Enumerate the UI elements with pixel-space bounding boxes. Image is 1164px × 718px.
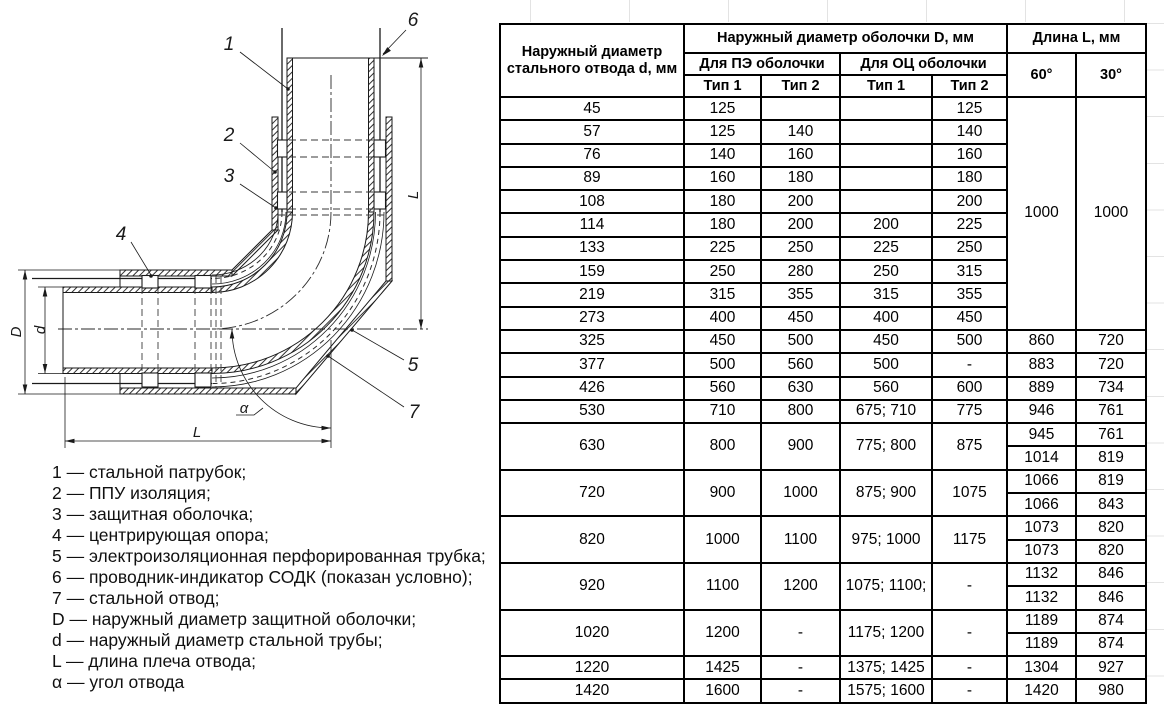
cell-l30: 734 — [1076, 377, 1146, 400]
cell-oc-tip1: 200 — [840, 213, 932, 236]
table-row — [500, 97, 1146, 120]
cell-pe-tip1: 160 — [684, 167, 761, 190]
cell-pe-tip2: 900 — [761, 423, 840, 470]
cell-l30: 980 — [1076, 679, 1146, 702]
cell-oc-tip1 — [840, 97, 932, 120]
legend-item: 6 — проводник-индикатор СОДК (показан условно); — [52, 567, 473, 587]
cell-l60: 945 — [1007, 423, 1076, 446]
support — [374, 140, 386, 157]
cell-pe-tip1: 125 — [684, 97, 761, 120]
cell-pe-tip2: 1000 — [761, 470, 840, 517]
cell-pe-tip2: 1200 — [761, 563, 840, 610]
header-oc-type1: Тип 1 — [840, 75, 932, 97]
legend-item: 2 — ППУ изоляция; — [52, 483, 211, 503]
cell-l60: 1420 — [1007, 679, 1076, 702]
cell-pe-tip2: 160 — [761, 144, 840, 167]
callout-4: 4 — [115, 224, 127, 245]
support — [278, 192, 288, 209]
dim-label-D: D — [8, 326, 25, 338]
cell-pe-tip1: 180 — [684, 190, 761, 213]
cell-oc-tip1: 1175; 1200 — [840, 610, 932, 657]
header-pe-casing: Для ПЭ оболочки — [684, 53, 840, 75]
header-60deg: 60° — [1007, 53, 1076, 97]
table-row — [500, 656, 1146, 679]
legend-item: D — наружный диаметр защитной оболочки; — [52, 609, 417, 629]
support — [195, 276, 211, 289]
cell-l60: 1014 — [1007, 446, 1076, 469]
cell-oc-tip2: - — [932, 656, 1007, 679]
cell-oc-tip2: 355 — [932, 283, 1007, 306]
cell-d: 1220 — [500, 656, 684, 679]
cell-l30: 874 — [1076, 633, 1146, 656]
cell-d: 89 — [500, 167, 684, 190]
cell-oc-tip2: 140 — [932, 120, 1007, 143]
leader-5 — [352, 330, 404, 360]
steel-pipe-wall-vertical-left — [287, 58, 293, 212]
cell-l30: 819 — [1076, 446, 1146, 469]
table-row — [500, 423, 1146, 446]
cell-pe-tip2: 250 — [761, 237, 840, 260]
callout-1: 1 — [223, 34, 235, 55]
header-oc-type2: Тип 2 — [932, 75, 1007, 97]
table-row — [500, 330, 1146, 353]
cell-l30: 846 — [1076, 563, 1146, 586]
cell-oc-tip2: 1175 — [932, 516, 1007, 563]
cell-oc-tip2: - — [932, 679, 1007, 702]
cell-d: 1020 — [500, 610, 684, 657]
cell-pe-tip2: 355 — [761, 283, 840, 306]
cell-pe-tip1: 400 — [684, 307, 761, 330]
cell-d: 377 — [500, 353, 684, 376]
cell-d: 114 — [500, 213, 684, 236]
cell-pe-tip1: 710 — [684, 400, 761, 423]
legend-item: 4 — центрирующая опора; — [52, 525, 269, 545]
cell-oc-tip1: 560 — [840, 377, 932, 400]
cell-d: 1420 — [500, 679, 684, 702]
cell-l30: 761 — [1076, 423, 1146, 446]
cell-l30: 927 — [1076, 656, 1146, 679]
table-row — [500, 470, 1146, 493]
cell-pe-tip1: 500 — [684, 353, 761, 376]
table-row — [500, 353, 1146, 376]
cell-pe-tip1: 140 — [684, 144, 761, 167]
cell-pe-tip2: - — [761, 656, 840, 679]
cell-d: 133 — [500, 237, 684, 260]
cell-d: 45 — [500, 97, 684, 120]
leader-2 — [240, 143, 275, 172]
cell-oc-tip1: 315 — [840, 283, 932, 306]
cell-l30: 820 — [1076, 516, 1146, 539]
callout-5: 5 — [407, 355, 419, 376]
cell-l30: 720 — [1076, 330, 1146, 353]
table-row — [500, 563, 1146, 586]
cell-l60: 1073 — [1007, 540, 1076, 563]
cell-pe-tip1: 1200 — [684, 610, 761, 657]
cell-l60: 1073 — [1007, 516, 1076, 539]
header-pe-type1: Тип 1 — [684, 75, 761, 97]
table-row — [500, 679, 1146, 702]
steel-bend-outer-wall — [212, 212, 374, 374]
cell-oc-tip1: 500 — [840, 353, 932, 376]
cell-pe-tip2: 200 — [761, 213, 840, 236]
cell-l30: 846 — [1076, 586, 1146, 609]
perforated-tube-outer — [212, 212, 384, 387]
casing-inner-corner — [232, 230, 278, 276]
callout-3: 3 — [223, 166, 235, 187]
cell-pe-tip2: 630 — [761, 377, 840, 400]
cell-l60: 1066 — [1007, 493, 1076, 516]
cell-oc-tip1: 1075; 1100; — [840, 563, 932, 610]
cell-d: 108 — [500, 190, 684, 213]
cell-oc-tip2: 315 — [932, 260, 1007, 283]
cell-d: 325 — [500, 330, 684, 353]
cell-oc-tip2: - — [932, 563, 1007, 610]
sodk-wire-bend-outer — [212, 212, 380, 384]
cell-l60: 1189 — [1007, 633, 1076, 656]
legend-item: 7 — стальной отвод; — [52, 588, 220, 608]
legend-item: 3 — защитная оболочка; — [52, 504, 254, 524]
spreadsheet-gridlines-right — [1147, 23, 1164, 704]
cell-l60: 946 — [1007, 400, 1076, 423]
cell-oc-tip1 — [840, 120, 932, 143]
cell-pe-tip1: 1100 — [684, 563, 761, 610]
support — [195, 373, 211, 387]
leader-7 — [328, 356, 404, 407]
cell-oc-tip2: 160 — [932, 144, 1007, 167]
cell-pe-tip1: 800 — [684, 423, 761, 470]
cell-oc-tip2: - — [932, 610, 1007, 657]
header-length-group: Длина L, мм — [1007, 24, 1146, 53]
cell-l30: 874 — [1076, 610, 1146, 633]
cell-oc-tip2: 1075 — [932, 470, 1007, 517]
cell-pe-tip2: 280 — [761, 260, 840, 283]
support — [374, 192, 386, 209]
cell-oc-tip1: 225 — [840, 237, 932, 260]
cell-oc-tip2: 225 — [932, 213, 1007, 236]
casing-end-caps — [120, 117, 392, 394]
legend-item: α — угол отвода — [52, 672, 185, 692]
support — [278, 140, 288, 157]
cell-oc-tip2: 200 — [932, 190, 1007, 213]
cell-pe-tip1: 900 — [684, 470, 761, 517]
cell-d: 219 — [500, 283, 684, 306]
header-casing-diameter-group: Наружный диаметр оболочки D, мм — [684, 24, 1007, 53]
legend-item: L — длина плеча отвода; — [52, 651, 256, 671]
cell-l30: 761 — [1076, 400, 1146, 423]
cell-l60: 1132 — [1007, 563, 1076, 586]
spec-table-body — [500, 97, 1146, 703]
cell-oc-tip1 — [840, 167, 932, 190]
dim-label-d: d — [32, 325, 49, 335]
cell-d: 720 — [500, 470, 684, 517]
steel-pipe-wall-vertical-right — [369, 58, 375, 212]
cell-oc-tip1: 400 — [840, 307, 932, 330]
cell-pe-tip1: 560 — [684, 377, 761, 400]
callout-2: 2 — [223, 125, 235, 146]
cell-pe-tip2: 560 — [761, 353, 840, 376]
cell-l30: 820 — [1076, 540, 1146, 563]
cell-pe-tip1: 250 — [684, 260, 761, 283]
cell-pe-tip1: 180 — [684, 213, 761, 236]
steel-pipe-wall-horizontal-bottom — [63, 368, 212, 374]
cell-pe-tip1: 225 — [684, 237, 761, 260]
cell-d: 920 — [500, 563, 684, 610]
cell-oc-tip1: 675; 710 — [840, 400, 932, 423]
cell-oc-tip2: 450 — [932, 307, 1007, 330]
cell-pe-tip2: 450 — [761, 307, 840, 330]
callout-7: 7 — [408, 402, 420, 423]
spec-table — [499, 23, 1147, 704]
cell-d: 76 — [500, 144, 684, 167]
legend-item: 1 — стальной патрубок; — [52, 462, 247, 482]
cell-l30: 720 — [1076, 353, 1146, 376]
cell-oc-tip1 — [840, 144, 932, 167]
cell-d: 273 — [500, 307, 684, 330]
cell-pe-tip1: 315 — [684, 283, 761, 306]
cell-oc-tip2: 125 — [932, 97, 1007, 120]
cell-pe-tip2: 500 — [761, 330, 840, 353]
cell-oc-tip1 — [840, 190, 932, 213]
cell-oc-tip1: 250 — [840, 260, 932, 283]
dim-label-alpha: α — [239, 400, 249, 417]
cell-l30: 843 — [1076, 493, 1146, 516]
cell-oc-tip2: 250 — [932, 237, 1007, 260]
leader-3 — [240, 184, 276, 208]
cell-pe-tip1: 1600 — [684, 679, 761, 702]
cell-l60: 860 — [1007, 330, 1076, 353]
cell-oc-tip2: 875 — [932, 423, 1007, 470]
dim-label-L-right: L — [405, 190, 422, 200]
steel-pipe-wall-horizontal-top — [63, 287, 212, 293]
cell-d: 530 — [500, 400, 684, 423]
cell-oc-tip1: 1375; 1425 — [840, 656, 932, 679]
header-steel-diameter: Наружный диаметр стального отвода d, мм — [500, 24, 684, 97]
leader-1 — [240, 52, 288, 89]
cell-pe-tip2: 200 — [761, 190, 840, 213]
cell-pe-tip2: - — [761, 679, 840, 702]
cell-pe-tip2: - — [761, 610, 840, 657]
cell-pe-tip2: 1100 — [761, 516, 840, 563]
spreadsheet-gridlines-top — [530, 0, 1146, 22]
table-row — [500, 400, 1146, 423]
cell-pe-tip2 — [761, 97, 840, 120]
cell-oc-tip1: 1575; 1600 — [840, 679, 932, 702]
cell-pe-tip2: 180 — [761, 167, 840, 190]
cell-d: 426 — [500, 377, 684, 400]
header-pe-type2: Тип 2 — [761, 75, 840, 97]
cell-pe-tip1: 125 — [684, 120, 761, 143]
cell-d: 820 — [500, 516, 684, 563]
cell-l60: 883 — [1007, 353, 1076, 376]
dim-label-L-bottom: L — [192, 424, 202, 441]
callout-6: 6 — [407, 10, 419, 31]
cell-oc-tip2: 500 — [932, 330, 1007, 353]
cell-l30: 1000 — [1076, 97, 1146, 330]
table-row — [500, 516, 1146, 539]
cell-oc-tip1: 975; 1000 — [840, 516, 932, 563]
support — [142, 373, 158, 387]
cell-pe-tip2: 800 — [761, 400, 840, 423]
cell-pe-tip1: 1425 — [684, 656, 761, 679]
cell-d: 630 — [500, 423, 684, 470]
cell-l60: 1000 — [1007, 97, 1076, 330]
header-30deg: 30° — [1076, 53, 1146, 97]
cell-pe-tip2: 140 — [761, 120, 840, 143]
table-row — [500, 377, 1146, 400]
cell-l60: 1066 — [1007, 470, 1076, 493]
legend — [52, 462, 486, 693]
cell-d: 159 — [500, 260, 684, 283]
header-oc-casing: Для ОЦ оболочки — [840, 53, 1007, 75]
cell-oc-tip2: - — [932, 353, 1007, 376]
legend-item: 5 — электроизоляционная перфорированная трубка; — [52, 546, 486, 566]
cell-l60: 889 — [1007, 377, 1076, 400]
table-row — [500, 610, 1146, 633]
cell-l30: 819 — [1076, 470, 1146, 493]
cell-l60: 1189 — [1007, 610, 1076, 633]
casing-wall-vertical-right — [386, 117, 392, 281]
cell-oc-tip2: 600 — [932, 377, 1007, 400]
casing-wall-horizontal-bottom — [120, 388, 296, 394]
cell-oc-tip1: 875; 900 — [840, 470, 932, 517]
cell-oc-tip1: 450 — [840, 330, 932, 353]
cell-pe-tip1: 450 — [684, 330, 761, 353]
cell-l60: 1304 — [1007, 656, 1076, 679]
cell-l60: 1132 — [1007, 586, 1076, 609]
cell-oc-tip1: 775; 800 — [840, 423, 932, 470]
cell-oc-tip2: 775 — [932, 400, 1007, 423]
legend-item: d — наружный диаметр стальной трубы; — [52, 630, 383, 650]
cell-pe-tip1: 1000 — [684, 516, 761, 563]
cell-d: 57 — [500, 120, 684, 143]
cell-oc-tip2: 180 — [932, 167, 1007, 190]
